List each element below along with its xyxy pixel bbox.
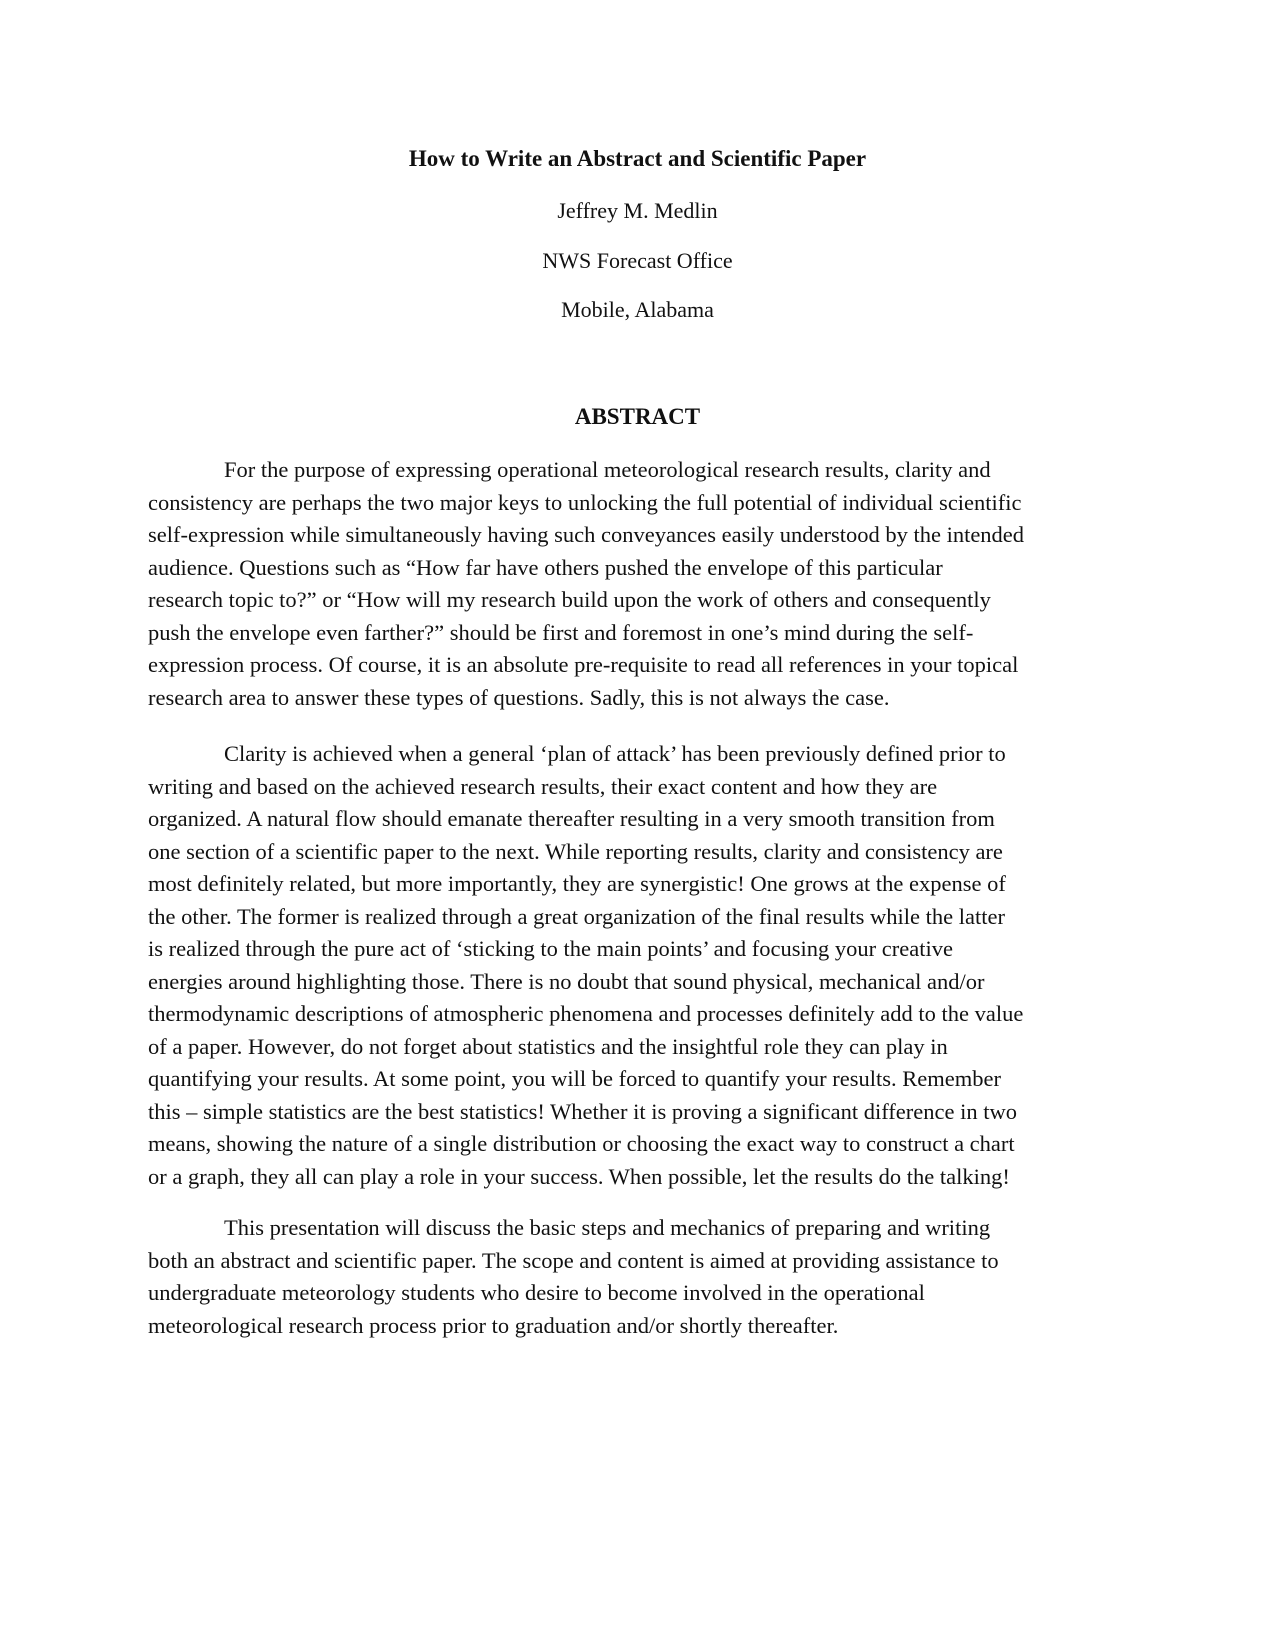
text-line: quantifying your results. At some point, you will be forced to quantify your results. Remember xyxy=(148,1066,1001,1091)
text-line: self-expression while simultaneously having such conveyances easily understood by the intended xyxy=(148,522,1025,547)
abstract-paragraph-3 xyxy=(148,1212,1128,1342)
abstract-paragraph-2 xyxy=(148,738,1128,1193)
abstract-heading: ABSTRACT xyxy=(574,404,701,429)
text-line: one section of a scientific paper to the next. While reporting results, clarity and consistency are xyxy=(148,838,1003,864)
text-line: means, showing the nature of a single distribution or choosing the exact way to construct a chart xyxy=(148,1131,1015,1156)
abstract-paragraph-1 xyxy=(148,454,1128,714)
text-line: organized. A natural flow should emanate thereafter resulting in a very smooth transition from xyxy=(148,806,995,831)
text-line: writing and based on the achieved research results, their exact content and how they are xyxy=(148,773,938,799)
text-line: meteorological research process prior to graduation and/or shortly thereafter. xyxy=(148,1312,839,1338)
author-location: Mobile, Alabama xyxy=(561,297,714,322)
text-line: expression process. Of course, it is an absolute pre-requisite to read all references in your topical xyxy=(148,652,1019,677)
text-line: is realized through the pure act of ‘sticking to the main points’ and focusing your creative xyxy=(148,936,953,961)
text-line: both an abstract and scientific paper. The scope and content is aimed at providing assistance to xyxy=(148,1247,999,1273)
author-affiliation: NWS Forecast Office xyxy=(542,248,733,273)
text-line: audience. Questions such as “How far have others pushed the envelope of this particular xyxy=(148,554,943,580)
text-line: research area to answer these types of questions. Sadly, this is not always the case. xyxy=(148,684,890,710)
text-line: this – simple statistics are the best statistics! Whether it is proving a significant difference in two xyxy=(148,1098,1017,1124)
text-line: This presentation will discuss the basic steps and mechanics of preparing and writing xyxy=(224,1215,991,1240)
text-line: thermodynamic descriptions of atmospheric phenomena and processes definitely add to the value xyxy=(148,1001,1024,1026)
text-line: push the envelope even farther?” should be first and foremost in one’s mind during the self- xyxy=(148,619,974,645)
paper-title: How to Write an Abstract and Scientific Paper xyxy=(408,146,867,171)
author-name: Jeffrey M. Medlin xyxy=(557,198,718,223)
text-line: most definitely related, but more importantly, they are synergistic! One grows at the expense of xyxy=(148,871,1006,896)
text-line: energies around highlighting those. There is no doubt that sound physical, mechanical and/or xyxy=(148,968,985,994)
text-line: of a paper. However, do not forget about statistics and the insightful role they can play in xyxy=(148,1033,948,1059)
text-line: the other. The former is realized through a great organization of the final results while the latter xyxy=(148,903,1005,929)
text-line: or a graph, they all can play a role in your success. When possible, let the results do the talking! xyxy=(148,1163,1010,1189)
text-line: research topic to?” or “How will my research build upon the work of others and consequently xyxy=(148,587,991,612)
text-line: undergraduate meteorology students who desire to become involved in the operational xyxy=(148,1280,925,1305)
text-line: Clarity is achieved when a general ‘plan of attack’ has been previously defined prior to xyxy=(224,741,1006,766)
text-line: For the purpose of expressing operational meteorological research results, clarity and xyxy=(224,457,991,482)
text-line: consistency are perhaps the two major keys to unlocking the full potential of individual scientific xyxy=(148,489,1022,515)
